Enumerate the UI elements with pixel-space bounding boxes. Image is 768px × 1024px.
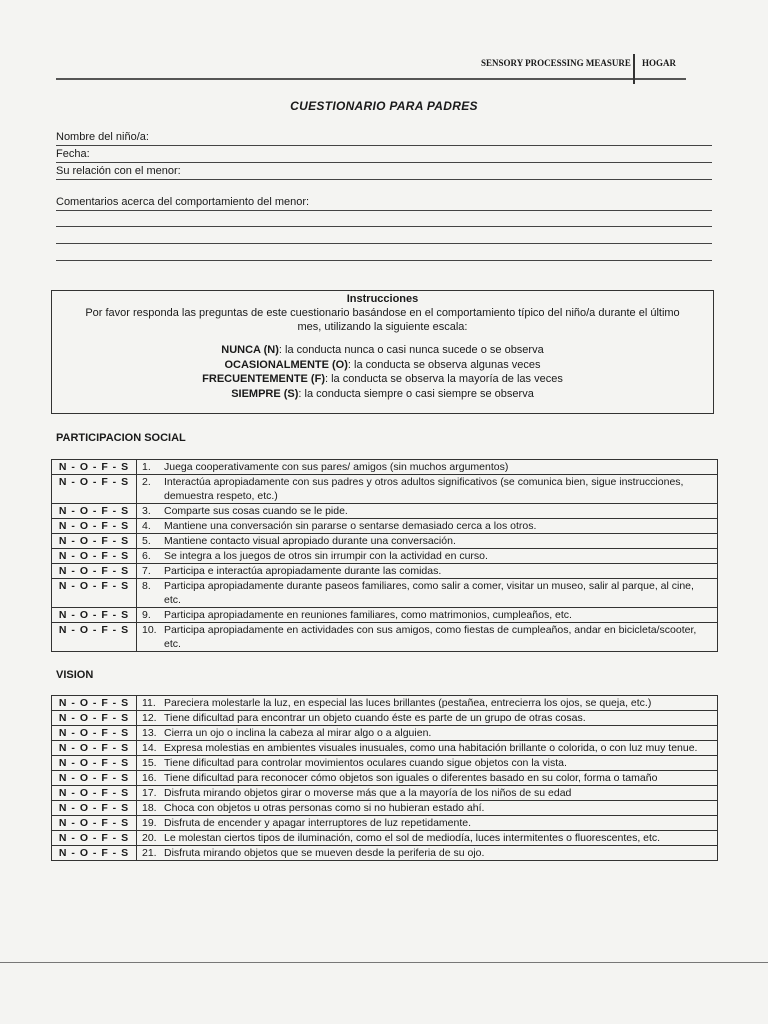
- rating-scale: [52, 343, 713, 401]
- scale-item: [52, 387, 713, 402]
- question-text: Cierra un ojo o inclina la cabeza al mirar algo o a alguien.: [160, 726, 718, 741]
- rating-options[interactable]: N - O - F - S: [52, 623, 137, 652]
- question-text: Participa apropiadamente en reuniones familiares, como matrimonios, cumpleaños, etc.: [160, 608, 718, 623]
- instructions-title: Instrucciones: [346, 293, 419, 305]
- question-number: 16.: [137, 771, 161, 786]
- rating-options[interactable]: N - O - F - S: [52, 771, 137, 786]
- rating-options[interactable]: N - O - F - S: [52, 534, 137, 549]
- form-version: HOGAR: [642, 58, 677, 68]
- question-row: [52, 519, 718, 534]
- question-text: Tiene dificultad para encontrar un objeto cuando éste es parte de un grupo de otras cosas.: [160, 711, 718, 726]
- question-row: [52, 846, 718, 861]
- question-row: [52, 771, 718, 786]
- question-text: Pareciera molestarle la luz, en especial las luces brillantes (pestañea, entrecierra los ojos, se queja, etc.): [160, 696, 718, 711]
- question-row: [52, 801, 718, 816]
- question-text: Se integra a los juegos de otros sin irrumpir con la actividad en curso.: [160, 549, 718, 564]
- question-number: 1.: [137, 460, 161, 475]
- rating-options[interactable]: N - O - F - S: [52, 579, 137, 608]
- question-number: 6.: [137, 549, 161, 564]
- scale-desc: : la conducta se observa algunas veces: [347, 358, 541, 371]
- question-number: 19.: [137, 816, 161, 831]
- instructions-box: [51, 290, 714, 414]
- question-row: [52, 816, 718, 831]
- rating-options[interactable]: N - O - F - S: [52, 608, 137, 623]
- question-number: 12.: [137, 711, 161, 726]
- question-number: 4.: [137, 519, 161, 534]
- rating-options[interactable]: N - O - F - S: [52, 475, 137, 504]
- scale-desc: : la conducta siempre o casi siempre se observa: [298, 387, 534, 400]
- rating-options[interactable]: N - O - F - S: [52, 696, 137, 711]
- question-row: [52, 741, 718, 756]
- rating-options[interactable]: N - O - F - S: [52, 504, 137, 519]
- question-row: [52, 549, 718, 564]
- rating-options[interactable]: N - O - F - S: [52, 786, 137, 801]
- question-row: [52, 623, 718, 652]
- rating-options[interactable]: N - O - F - S: [52, 801, 137, 816]
- question-number: 20.: [137, 831, 161, 846]
- rating-options[interactable]: N - O - F - S: [52, 816, 137, 831]
- question-text: Tiene dificultad para controlar movimientos oculares cuando sigue objetos con la vista.: [160, 756, 718, 771]
- question-number: 2.: [137, 475, 161, 504]
- question-text: Mantiene contacto visual apropiado durante una conversación.: [160, 534, 718, 549]
- question-text: Interactúa apropiadamente con sus padres y otros adultos significativos (se comunica bien, sigue instrucciones, demuestra respeto, etc.): [160, 475, 718, 504]
- instructions-body: Por favor responda las preguntas de este cuestionario basándose en el comportamiento típico del niño/a durante el último mes, utilizando la siguiente escala:: [85, 307, 680, 333]
- question-text: Participa apropiadamente durante paseos familiares, como salir a comer, visitar un museo, salir al parque, al cine, etc.: [160, 579, 718, 608]
- scale-item: [52, 343, 713, 358]
- section-title-social: PARTICIPACION SOCIAL: [56, 432, 186, 444]
- page-bottom-rule: [0, 962, 768, 963]
- question-text: Tiene dificultad para reconocer cómo objetos son iguales o diferentes basado en su color, forma o tamaño: [160, 771, 718, 786]
- question-number: 13.: [137, 726, 161, 741]
- relation-field[interactable]: [56, 165, 712, 180]
- rating-options[interactable]: N - O - F - S: [52, 549, 137, 564]
- scale-term: SIEMPRE (S): [231, 387, 299, 400]
- rating-options[interactable]: N - O - F - S: [52, 711, 137, 726]
- question-row: [52, 696, 718, 711]
- measure-name: SENSORY PROCESSING MEASURE: [481, 58, 631, 68]
- question-text: Participa e interactúa apropiadamente durante las comidas.: [160, 564, 718, 579]
- scale-item: [52, 358, 713, 373]
- rating-options[interactable]: N - O - F - S: [52, 519, 137, 534]
- scale-desc: : la conducta nunca o casi nunca sucede o se observa: [278, 344, 544, 356]
- scale-item: [52, 372, 713, 387]
- section-title-vision: VISION: [56, 669, 94, 681]
- question-row: [52, 726, 718, 741]
- question-row: [52, 711, 718, 726]
- question-number: 15.: [137, 756, 161, 771]
- question-text: Mantiene una conversación sin pararse o sentarse demasiado cerca a los otros.: [160, 519, 718, 534]
- vision-table: [51, 695, 718, 861]
- rating-options[interactable]: N - O - F - S: [52, 564, 137, 579]
- relation-label: Su relación con el menor:: [56, 165, 181, 177]
- question-text: Comparte sus cosas cuando se le pide.: [160, 504, 718, 519]
- question-text: Choca con objetos u otras personas como si no hubieran estado ahí.: [160, 801, 718, 816]
- question-row: [52, 608, 718, 623]
- question-number: 10.: [137, 623, 161, 652]
- rating-options[interactable]: N - O - F - S: [52, 460, 137, 475]
- comments-field[interactable]: [56, 196, 712, 211]
- rating-options[interactable]: N - O - F - S: [52, 726, 137, 741]
- scale-term: FRECUENTEMENTE (F): [202, 373, 325, 385]
- question-number: 18.: [137, 801, 161, 816]
- question-row: [52, 475, 718, 504]
- scale-term: OCASIONALMENTE (O): [224, 358, 348, 371]
- question-row: [52, 504, 718, 519]
- question-text: Disfruta de encender y apagar interruptores de luz repetidamente.: [160, 816, 718, 831]
- question-text: Participa apropiadamente en actividades con sus amigos, como fiestas de cumpleaños, andar en bicicleta/scooter, etc.: [160, 623, 718, 652]
- question-number: 8.: [137, 579, 161, 608]
- question-row: [52, 579, 718, 608]
- rating-options[interactable]: N - O - F - S: [52, 846, 137, 861]
- question-text: Expresa molestias en ambientes visuales inusuales, como una habitación brillante o colorida, o con luz muy tenue.: [160, 741, 718, 756]
- date-label: Fecha:: [56, 148, 90, 160]
- comments-label: Comentarios acerca del comportamiento del menor:: [56, 196, 310, 208]
- question-row: [52, 534, 718, 549]
- question-row: [52, 756, 718, 771]
- form-header: [56, 54, 686, 80]
- rating-options[interactable]: N - O - F - S: [52, 741, 137, 756]
- header-divider: [633, 54, 635, 84]
- question-number: 17.: [137, 786, 161, 801]
- child-name-field[interactable]: [56, 131, 712, 146]
- question-number: 7.: [137, 564, 161, 579]
- question-row: [52, 564, 718, 579]
- question-number: 21.: [137, 846, 161, 861]
- rating-options[interactable]: N - O - F - S: [52, 756, 137, 771]
- question-text: Le molestan ciertos tipos de iluminación, como el sol de mediodía, luces intermitentes o fluorescentes, etc.: [160, 831, 718, 846]
- question-number: 9.: [137, 608, 161, 623]
- question-number: 11.: [137, 696, 161, 711]
- comments-line[interactable]: [56, 226, 712, 227]
- date-field[interactable]: [56, 148, 712, 163]
- scale-term: NUNCA (N): [221, 344, 279, 356]
- comments-line[interactable]: [56, 243, 712, 244]
- social-participation-table: [51, 459, 718, 652]
- scale-desc: : la conducta se observa la mayoría de las veces: [324, 373, 563, 385]
- question-row: [52, 831, 718, 846]
- question-number: 5.: [137, 534, 161, 549]
- question-text: Disfruta mirando objetos que se mueven desde la periferia de su ojo.: [160, 846, 718, 861]
- question-row: [52, 460, 718, 475]
- page-title: CUESTIONARIO PARA PADRES: [290, 99, 478, 113]
- child-name-label: Nombre del niño/a:: [56, 131, 149, 143]
- question-number: 3.: [137, 504, 161, 519]
- question-row: [52, 786, 718, 801]
- question-text: Juega cooperativamente con sus pares/ amigos (sin muchos argumentos): [160, 460, 718, 475]
- comments-line[interactable]: [56, 260, 712, 261]
- question-number: 14.: [137, 741, 161, 756]
- rating-options[interactable]: N - O - F - S: [52, 831, 137, 846]
- question-text: Disfruta mirando objetos girar o moverse más que a la mayoría de los niños de su edad: [160, 786, 718, 801]
